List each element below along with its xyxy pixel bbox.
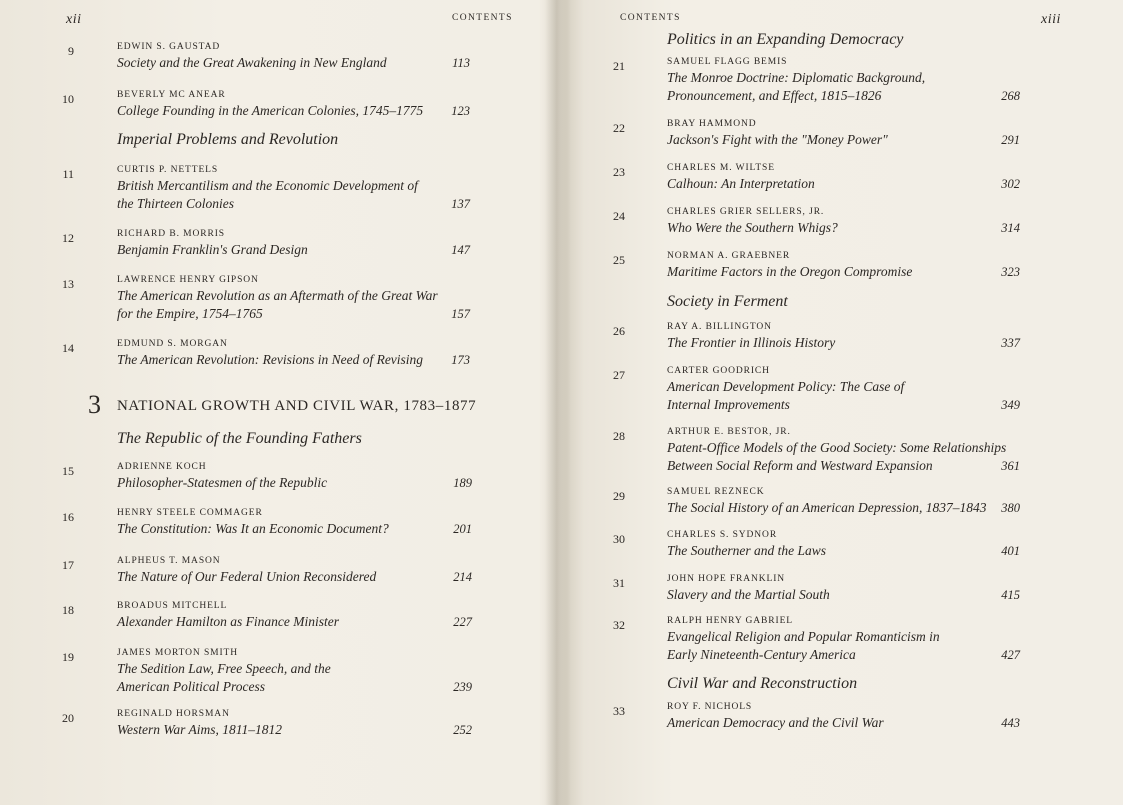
entry-number: 31 xyxy=(613,576,625,590)
entry-author: ADRIENNE KOCH xyxy=(117,462,207,472)
entry-page-number: 268 xyxy=(1001,88,1020,103)
entry-number: 19 xyxy=(62,650,74,664)
entry-title-line: Benjamin Franklin's Grand Design xyxy=(117,242,308,257)
entry-number: 20 xyxy=(62,711,74,725)
entry-title-line: Slavery and the Martial South xyxy=(667,587,830,602)
entry-author: EDMUND S. MORGAN xyxy=(117,339,228,349)
entry-title-line: The Social History of an American Depression, 1837–1843 xyxy=(667,500,987,515)
section-heading: Civil War and Reconstruction xyxy=(667,675,858,692)
entry-number: 27 xyxy=(613,368,625,382)
entry-title-line: Maritime Factors in the Oregon Compromise xyxy=(667,264,913,279)
entry-author: NORMAN A. GRAEBNER xyxy=(667,251,791,261)
entry-title-line: The Sedition Law, Free Speech, and the xyxy=(117,661,331,676)
entry-title-line: British Mercantilism and the Economic Development of xyxy=(117,178,418,193)
entry-title xyxy=(667,69,925,104)
entry-author: RALPH HENRY GABRIEL xyxy=(667,616,794,626)
entry-author: CHARLES S. SYDNOR xyxy=(667,530,778,540)
entry-title-line: American Political Process xyxy=(117,678,265,694)
entry-number: 14 xyxy=(62,341,74,355)
entry-author: CHARLES GRIER SELLERS, JR. xyxy=(667,207,825,217)
part-number: 3 xyxy=(88,390,101,419)
entry-number: 16 xyxy=(62,510,74,524)
entry-title-line: Evangelical Religion and Popular Romanticism in xyxy=(667,629,940,644)
entry-title xyxy=(667,499,986,517)
entry-page-number: 123 xyxy=(451,104,470,118)
entry-page-number: 443 xyxy=(1001,716,1020,730)
entry-author: ALPHEUS T. MASON xyxy=(117,556,221,566)
entry-page-number: 323 xyxy=(1001,265,1020,279)
entry-number: 22 xyxy=(613,121,625,135)
entry-title xyxy=(117,54,387,72)
entry-title xyxy=(667,175,815,193)
entry-author: JOHN HOPE FRANKLIN xyxy=(667,574,786,584)
section-heading: Politics in an Expanding Democracy xyxy=(667,31,904,48)
entry-page-number: 189 xyxy=(453,476,472,490)
entry-page-number: 252 xyxy=(453,723,472,737)
entry-page-number: 173 xyxy=(451,353,470,367)
entry-number: 13 xyxy=(62,277,74,291)
entry-number: 10 xyxy=(62,92,74,106)
entry-title-line: Early Nineteenth-Century America xyxy=(667,646,856,662)
entry-title xyxy=(117,613,339,631)
section-heading: Society in Ferment xyxy=(667,293,788,310)
entry-title-line: Society and the Great Awakening in New England xyxy=(117,55,387,70)
entry-page-number: 137 xyxy=(451,196,470,211)
entry-title xyxy=(667,628,940,663)
entry-title xyxy=(117,474,327,492)
entry-title xyxy=(117,241,308,259)
entry-title-line: The American Revolution as an Aftermath of the Great War xyxy=(117,288,438,303)
entry-author: SAMUEL REZNECK xyxy=(667,487,765,497)
entry-title-line: The Nature of Our Federal Union Reconsidered xyxy=(117,569,377,584)
entry-title-line: Who Were the Southern Whigs? xyxy=(667,220,838,235)
entry-title-line: Patent-Office Models of the Good Society: Some Relationships xyxy=(667,440,1007,455)
entry-title xyxy=(667,439,1006,474)
entry-number: 28 xyxy=(613,429,625,443)
entry-number: 12 xyxy=(62,231,74,245)
entry-author: CARTER GOODRICH xyxy=(667,366,770,376)
entry-number: 33 xyxy=(613,704,625,718)
entry-title xyxy=(667,714,884,732)
entry-page-number: 227 xyxy=(453,615,472,629)
part-title: NATIONAL GROWTH AND CIVIL WAR, 1783–1877 xyxy=(117,398,477,414)
entry-page-number: 214 xyxy=(453,570,472,584)
entry-page-number: 113 xyxy=(452,56,470,70)
entry-page-number: 302 xyxy=(1001,177,1020,191)
entry-number: 17 xyxy=(62,558,74,572)
running-head-left: CONTENTS xyxy=(452,13,513,23)
entry-author: RICHARD B. MORRIS xyxy=(117,229,225,239)
entry-title-line: Western War Aims, 1811–1812 xyxy=(117,722,283,737)
entry-title-line: Internal Improvements xyxy=(667,396,790,412)
page-number-right: xiii xyxy=(1041,12,1061,27)
entry-title-line: American Development Policy: The Case of xyxy=(667,379,905,394)
entry-number: 11 xyxy=(62,167,74,181)
entry-author: HENRY STEELE COMMAGER xyxy=(117,508,263,518)
entry-title-line: The Constitution: Was It an Economic Document? xyxy=(117,521,389,536)
entry-page-number: 157 xyxy=(451,306,470,321)
entry-page-number: 401 xyxy=(1001,544,1020,558)
entry-title-line: The Frontier in Illinois History xyxy=(667,335,836,350)
entry-page-number: 415 xyxy=(1001,588,1020,602)
entry-page-number: 361 xyxy=(1001,458,1020,473)
entry-number: 15 xyxy=(62,464,74,478)
entry-title-line: The Southerner and the Laws xyxy=(667,543,827,558)
entry-title xyxy=(117,287,438,322)
entry-title xyxy=(667,334,835,352)
entry-author: RAY A. BILLINGTON xyxy=(667,322,772,332)
entry-author: CHARLES M. WILTSE xyxy=(667,163,775,173)
entry-title-line: Pronouncement, and Effect, 1815–1826 xyxy=(667,87,882,103)
entry-title-line: Between Social Reform and Westward Expansion xyxy=(667,457,933,473)
entry-title xyxy=(117,177,418,212)
entry-title xyxy=(117,660,331,695)
entry-title-line: for the Empire, 1754–1765 xyxy=(117,305,263,321)
entry-title xyxy=(667,263,912,281)
entry-title-line: Jackson's Fight with the "Money Power" xyxy=(667,132,888,147)
entry-author: REGINALD HORSMAN xyxy=(117,709,230,719)
entry-title xyxy=(117,568,376,586)
entry-page-number: 239 xyxy=(453,679,472,694)
entry-title xyxy=(117,520,389,538)
entry-number: 25 xyxy=(613,253,625,267)
entry-title xyxy=(667,131,888,149)
entry-title xyxy=(117,102,423,120)
entry-author: EDWIN S. GAUSTAD xyxy=(117,42,221,52)
page-number-left: xii xyxy=(66,12,82,27)
entry-author: LAWRENCE HENRY GIPSON xyxy=(117,275,259,285)
entry-number: 23 xyxy=(613,165,625,179)
entry-page-number: 291 xyxy=(1001,133,1020,147)
entry-author: ARTHUR E. BESTOR, JR. xyxy=(667,427,791,437)
entry-number: 29 xyxy=(613,489,625,503)
entry-number: 24 xyxy=(613,209,625,223)
entry-page-number: 337 xyxy=(1001,336,1020,350)
entry-page-number: 380 xyxy=(1001,501,1020,515)
entry-title xyxy=(667,542,826,560)
entry-title-line: the Thirteen Colonies xyxy=(117,195,234,211)
entry-author: BRAY HAMMOND xyxy=(667,119,757,129)
entry-author: CURTIS P. NETTELS xyxy=(117,165,219,175)
entry-author: JAMES MORTON SMITH xyxy=(117,648,239,658)
entry-author: BEVERLY MC ANEAR xyxy=(117,90,226,100)
entry-page-number: 201 xyxy=(453,522,472,536)
book-gutter xyxy=(545,0,571,805)
right-page xyxy=(572,0,1123,805)
entry-number: 9 xyxy=(68,44,74,58)
entry-title-line: The American Revolution: Revisions in Need of Revising xyxy=(117,352,424,367)
entry-number: 26 xyxy=(613,324,625,338)
entry-page-number: 349 xyxy=(1001,397,1020,412)
running-head-right: CONTENTS xyxy=(620,13,681,23)
entry-title-line: Calhoun: An Interpretation xyxy=(667,176,815,191)
entry-title-line: The Monroe Doctrine: Diplomatic Background, xyxy=(667,70,926,85)
section-heading: Imperial Problems and Revolution xyxy=(117,131,339,148)
entry-title-line: American Democracy and the Civil War xyxy=(667,715,884,730)
entry-title xyxy=(667,378,904,413)
entry-number: 18 xyxy=(62,603,74,617)
entry-title xyxy=(117,351,423,369)
entry-number: 30 xyxy=(613,532,625,546)
entry-number: 32 xyxy=(613,618,625,632)
entry-title-line: College Founding in the American Colonies, 1745–1775 xyxy=(117,103,424,118)
entry-title xyxy=(667,219,838,237)
entry-title-line: Alexander Hamilton as Finance Minister xyxy=(117,614,339,629)
entry-title xyxy=(117,721,282,739)
entry-author: SAMUEL FLAGG BEMIS xyxy=(667,57,788,67)
entry-number: 21 xyxy=(613,59,625,73)
entry-title-line: Philosopher-Statesmen of the Republic xyxy=(117,475,328,490)
left-page xyxy=(0,0,548,805)
entry-page-number: 147 xyxy=(451,243,470,257)
entry-page-number: 427 xyxy=(1001,647,1020,662)
entry-page-number: 314 xyxy=(1001,221,1020,235)
entry-author: ROY F. NICHOLS xyxy=(667,702,753,712)
section-heading: The Republic of the Founding Fathers xyxy=(117,430,362,447)
entry-title xyxy=(667,586,830,604)
entry-author: BROADUS MITCHELL xyxy=(117,601,228,611)
